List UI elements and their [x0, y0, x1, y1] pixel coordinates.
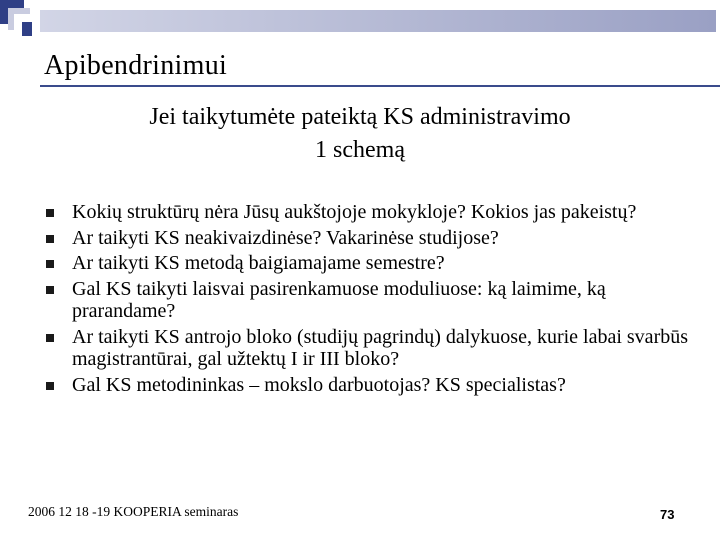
square-bullet-icon — [46, 260, 54, 268]
bullet-item — [46, 374, 706, 397]
slide-subtitle — [0, 101, 720, 167]
square-bullet-icon — [46, 209, 54, 217]
bullet-text: Ar taikyti KS neakivaizdinėse? Vakarinėse studijose? — [72, 226, 499, 249]
bullet-list — [46, 201, 706, 399]
subtitle-line: 1 schemą — [315, 137, 405, 163]
slide-title: Apibendrinimui — [44, 50, 228, 81]
square-bullet-icon — [46, 235, 54, 243]
bullet-item — [46, 326, 706, 371]
bullet-text: Gal KS taikyti laisvai pasirenkamuose moduliuose: ką laimime, ką prarandame? — [72, 277, 606, 322]
bullet-item — [46, 201, 706, 224]
bullet-text: Ar taikyti KS metodą baigiamajame semestre? — [72, 252, 445, 274]
square-bullet-icon — [46, 382, 54, 390]
square-bullet-icon — [46, 286, 54, 294]
corner-square-small — [22, 22, 32, 36]
bullet-item — [46, 227, 706, 250]
title-divider — [40, 85, 720, 87]
bullet-item — [46, 252, 706, 275]
bullet-item — [46, 278, 706, 323]
page-number: 73 — [660, 507, 675, 522]
bullet-text: Ar taikyti KS antrojo bloko (studijų pagrindų) dalykuose, kurie labai svarbūs magistrantūrai, gal užtektų I ir III bloko? — [72, 325, 689, 370]
square-bullet-icon — [46, 334, 54, 342]
bullet-text: Gal KS metodininkas – mokslo darbuotojas? KS specialistas? — [72, 373, 566, 396]
slide-footer: 2006 12 18 -19 KOOPERIA seminaras — [28, 504, 239, 519]
bullet-text: Kokių struktūrų nėra Jūsų aukštojoje mokykloje? Kokios jas pakeistų? — [72, 201, 637, 223]
header-gradient-bar — [40, 10, 716, 32]
subtitle-line: Jei taikytumėte pateiktą KS administravimo — [149, 104, 571, 130]
